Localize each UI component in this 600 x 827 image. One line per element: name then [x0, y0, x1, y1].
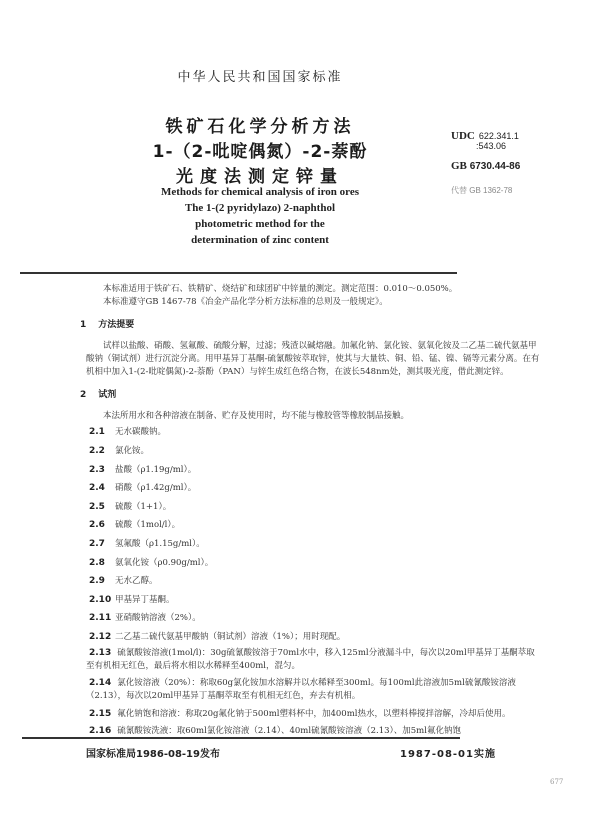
- section-title: 试剂: [98, 389, 117, 400]
- item-text: 硫酸（1mol/l）。: [115, 520, 181, 531]
- item-number: 2.16: [89, 725, 112, 736]
- title-en: [0, 184, 520, 248]
- title-cn-line-1: 铁矿石化学分析方法: [165, 117, 355, 137]
- reagent-item-long: [86, 708, 541, 721]
- reagent-item: [89, 498, 541, 517]
- item-text: 硫酸（1+1）。: [115, 501, 172, 512]
- national-standard-label: 中华人民共和国国家标准: [177, 70, 343, 85]
- reagent-item: [89, 609, 541, 628]
- item-text: 氢氟酸（ρ1.15g/ml）。: [115, 538, 205, 549]
- item-text: 氨氧化铵（ρ0.90g/ml）。: [115, 557, 214, 568]
- item-number: 2.10: [89, 594, 112, 605]
- reference-paragraph: 本标准遵守GB 1467-78《冶金产品化学分析方法标准的总则及一般规定》。: [103, 297, 388, 308]
- gb-number: [451, 160, 520, 172]
- item-text: 硝酸（ρ1.42g/ml）。: [115, 483, 197, 494]
- reagent-item: [89, 461, 541, 480]
- section-number: 2: [80, 389, 87, 400]
- item-text: 盐酸（ρ1.19g/ml）。: [115, 464, 197, 475]
- reagent-item: [89, 554, 541, 573]
- udc-line-1: 622.341.1: [478, 131, 519, 141]
- udc-label: UDC: [451, 130, 475, 142]
- reagent-item: [89, 628, 541, 647]
- item-text: 甲基异丁基酮。: [115, 594, 175, 605]
- item-text: 硫氰酸铵溶液(1mol/l)：30g硫氰酸铵溶于70ml水中，移入125ml分液漏斗中，每次以20ml甲基异丁基酮萃取至有机相无红色，最后将水相以水稀释至400ml，混匀。: [86, 647, 535, 671]
- item-number: 2.15: [89, 708, 112, 719]
- reagents-intro: 本法所用水和各种溶液在制备、贮存及使用时，均不能与橡胶管等橡胶制品接触。: [103, 411, 410, 422]
- scope-paragraph: 本标准适用于铁矿石、铁精矿、烧结矿和球团矿中锌量的测定。测定范围：0.010～0.050%。: [103, 284, 458, 294]
- gb-number-value: 6730.44-86: [469, 161, 521, 172]
- reagent-item: [89, 423, 541, 442]
- issue-date: 国家标准局1986-08-19发布: [86, 749, 220, 760]
- item-number: 2.1: [89, 427, 105, 438]
- item-number: 2.5: [89, 501, 105, 512]
- item-text: 无水乙醇。: [115, 576, 158, 587]
- footer-divider: [22, 737, 460, 739]
- item-text: 氟化钠饱和溶液：称取20g氟化钠于500ml塑料杯中，加400ml热水，以塑料棒搅拌溶解，冷却后使用。: [117, 708, 511, 719]
- item-number: 2.14: [89, 678, 112, 689]
- title-cn-line-2: 1-（2-吡啶偶氮）-2-萘酚: [152, 142, 368, 162]
- title-en-line-1: Methods for chemical analysis of iron ores: [161, 186, 359, 198]
- reagent-item-long: [86, 677, 541, 704]
- item-number: 2.13: [89, 647, 112, 658]
- item-number: 2.4: [89, 483, 105, 494]
- section-number: 1: [80, 319, 87, 330]
- reagent-item: [89, 442, 541, 461]
- item-number: 2.2: [89, 445, 105, 456]
- section-heading-1: [80, 319, 541, 332]
- replaces-note: 代替 GB 1362-78: [451, 186, 513, 195]
- reagent-item: [89, 572, 541, 591]
- method-summary: 试样以盐酸、硝酸、氢氟酸、硫酸分解，过滤；残渣以碱熔融。加氟化钠、氯化铵、氨氧化铵及二乙基二硫代氨基甲酸钠（铜试剂）进行沉淀分离。用甲基异丁基酮-硫氰酸铵萃取锌，使其与大量铁、铜、铅、锰、镍、镉等元素分离。在有机相中加入1-(2-吡啶偶氮)-2-萘酚（PAN）与锌生成红色络合物，在波长548nm处，测其吸光度，借此测定锌。: [86, 340, 540, 378]
- title-en-line-2: The 1-(2 pyridylazo) 2-naphthol: [184, 202, 336, 214]
- reagent-item-long: [86, 647, 541, 674]
- reagent-item: [89, 535, 541, 554]
- item-number: 2.8: [89, 557, 105, 568]
- item-text: 无水碳酸钠。: [115, 427, 167, 438]
- item-text: 氯化铵溶液（20%）：称取60g氯化铵加水溶解并以水稀释至300ml。每100ml此溶液加5ml硫氰酸铵溶液（2.13），每次以20ml甲基异丁基酮萃取至有机相无红色，弃去有机相。: [86, 678, 516, 702]
- title-en-line-4: determination of zinc content: [191, 234, 329, 246]
- section-title: 方法提要: [98, 319, 135, 330]
- item-number: 2.3: [89, 464, 105, 475]
- item-text: 氯化铵。: [115, 445, 150, 456]
- item-number: 2.11: [89, 613, 112, 624]
- header-divider: [20, 272, 457, 274]
- udc-line-2: :543.06: [476, 141, 507, 151]
- item-number: 2.7: [89, 538, 105, 549]
- reagent-item: [89, 479, 541, 498]
- item-number: 2.9: [89, 576, 105, 587]
- item-number: 2.12: [89, 631, 112, 642]
- gb-label: GB: [451, 160, 467, 172]
- page-number: 677: [550, 778, 564, 786]
- section-heading-2: [80, 389, 541, 402]
- effective-date: 1987-08-01实施: [400, 749, 496, 760]
- title-cn-line-3: 光度法测定锌量: [176, 167, 344, 187]
- item-text: 亚硝酸钠溶液（2%）。: [115, 613, 201, 624]
- reagent-item: [89, 516, 541, 535]
- item-text: 二乙基二硫代氨基甲酸钠（铜试剂）溶液（1%）；用时现配。: [115, 631, 346, 642]
- item-number: 2.6: [89, 520, 105, 531]
- reagent-item: [89, 591, 541, 610]
- document-body: [80, 283, 541, 738]
- item-text: 硫氰酸铵洗液：取60ml氯化铵溶液（2.14）、40ml硫氰酸铵溶液（2.13）、加5ml氟化钠饱: [117, 725, 461, 736]
- title-en-line-3: photometric method for the: [195, 218, 325, 230]
